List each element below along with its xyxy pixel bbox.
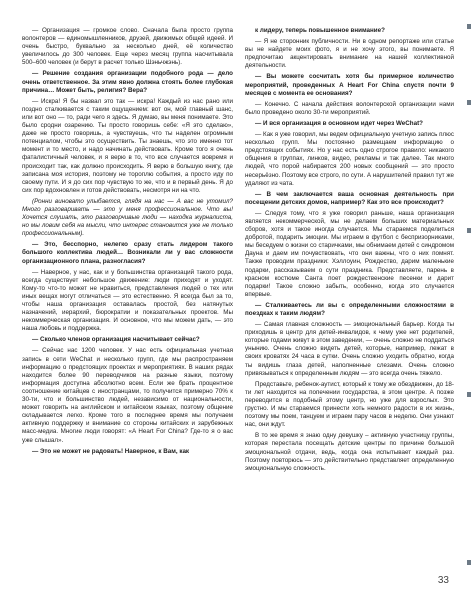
interview-answer: В то же время я знаю одну девушку – активную участницу группы, которая перестала посещать детские центры по причине большой эмоциональной отдачи, ведь, когда она испытывает каждый раз. Поэтому повторюсь — это действительно представляет определенную эмоциональную сложность. xyxy=(245,432,454,472)
interview-answer: — Следуя тому, что я уже говорил раньше, наша организация является некоммерческой, мы не делаем больших материальных сборов, хотя и такое иногда случается. Мы стараемся поделиться добротой, подарить эмоции. Мы играем в футбол с беспризорниками, мы беседуем о жизни со старичками, мы обнимаем детей с синдромом Дауна и даем им почувствовать, что они важны, что о них помнят. Также проводим праздники: Хэллоуин, Рождество, дарим маленькие подарки, рассказываем о сути праздника. Представляете, парень в красном костюме Санта поет рождественские песенки и дарит подарки! Такое сложно забыть, особенно, когда это случается впервые. xyxy=(245,209,454,298)
page-edge-marker xyxy=(467,392,471,397)
right-column xyxy=(245,27,454,476)
interview-answer: — Самая главная сложность — эмоциональный барьер. Когда ты приходишь в центр для детей-инвалидов, к чему уже нет родителей, которые годами живут в этом заведении, — очень сложно не поддаться унынию. Очень сложно видеть детей, которые, например, лежат в своих кроватях 24 часа в сутки. Очень сложно уходить обратно, когда ты видишь глаза детей, наполненные слезами. Очень сложно привязываться к определенным людям — это всегда очень тяжело. xyxy=(245,321,454,377)
interview-answer: — Искра! Я бы назвал это так — искра! Каждый из нас рано или поздно сталкивается с таким ощущением: вот он, мой главный шанс, или вот оно — то, ради чего я здесь. Я думаю, вы меня понимаете. Это было сродни озарению. Ты просто говоришь себе: «Я это сделаю», даже не просто говоришь, а чувствуешь, что ты наделен огромным потенциалом, чтобы это осуществить. Ты знаешь, что это именно тот момент и то место, и надо начинать действовать. Кроме того я очень фаталистичный человек, и я верю в то, что все случается вовремя и происходит так, как должно происходить. Я верю в большую книгу, где записана моя история, поэтому не тороплю события, а просто иду по своему пути. И я до сих пор чувствую то же, что и в первый день. Я до сих пор вдохновлен и готов действовать, несмотря ни на что. xyxy=(22,97,233,194)
interview-answer: — Конечно. С начала действия волонтерской организации нами было проведено около 30-ти мероприятий. xyxy=(245,100,454,116)
editorial-note: (Ронни виновато улыбается, глядя на нас — А вас не утомил? Много разговаривать — это у меня профессиональное. Что вы! Хочется слушать, это разговорчивые люди — находка журналиста, но мы ловим себя на мысли, что интерес становится уже не только профессиональным). xyxy=(22,197,233,238)
page-number: 33 xyxy=(437,575,449,586)
interview-question: — Это не может не радовать! Наверное, к Вам, как xyxy=(32,447,190,455)
interview-answer: — Сейчас нас 1200 человек. У нас есть официальная учетная запись в сети WeChat и несколько групп, где мы распространяем информацию о предстоящих проектах и мероприятиях. В наших рядах находится более 90 переводчиков на разные языки, поэтому информация доступна абсолютно всем. Если же брать процентное соотношение китайцев с иностранцами, то получится примерно 70% к 30-ти, что и большинство людей, независимо от национальности, может говорить на английском и китайском языках, поэтому общение складывается легко. Кроме того в последнее время мы получаем активную поддержку и внимание со стороны китайских и зарубежных масс-медиа. Многие люди говорят: «A Heart For China? Где-то я о вас уже слышал». xyxy=(22,347,233,444)
interview-answer: — Я не сторонник публичности. Ни в одном репортаже или статье вы не найдете моих фото, я и не хочу этого, вы понимаете. Я предпочитаю акцентировать внимание на нашей коллективной деятельности. xyxy=(245,38,454,70)
interview-question: — Сталкиваетесь ли вы с определенными сложностями в поездках к таким людям? xyxy=(245,301,454,317)
interview-question: к лидеру, теперь повышенное внимание? xyxy=(255,27,385,34)
interview-answer: — Организация — громкое слово. Сначала была просто группа волонтеров — единомышленников, друзей, движимых общей идеей. И очень быстро, буквально за несколько дней, её количество увеличилось до 300 человек. Еще через месяц группа насчитывала 500–600 человек (и берут в расчет только Шэньчжэнь). xyxy=(22,27,233,67)
interview-question: — И вся организация в основном идет через WeChat? xyxy=(255,119,423,127)
interview-answer: — Как я уже говорил, мы ведем официальную учетную запись плюс несколько групп. Мы постоянно размещаем информацию о предстоящих событиях. Но у нас есть одно строгое правило: никакого общения в группах, линков, видео, рекламы и так далее. Так много людей, что порой набирается 200 новых сообщений — это просто несерьёзно. Поэтому все строго, по сути. А нарушителей правил тут же удаляют из чата. xyxy=(245,131,454,187)
page-edge-marker xyxy=(467,100,471,105)
page-edge-marker xyxy=(467,228,471,233)
interview-question: — В чем заключается ваша основная деятельность при посещении детских домов, например? Как это все происходит? xyxy=(245,190,454,206)
left-column xyxy=(22,27,233,459)
page-edge-marker xyxy=(467,560,471,565)
interview-answer: Представьте, ребенок-аутист, который к тому же обездвижен, до 18-ти лет находится на попечении государства, в этом центре. А позже переводится в подобный этому центр, но уже для взрослых. Это грустно. И мы стараемся принести хоть немного радости в их жизнь, поэтому мы поем, танцуем и играем пару часов в неделю. Они узнают нас, они ждут. xyxy=(245,380,454,429)
interview-question: — Это, бесспорно, нелегко сразу стать лидером такого большого коллектива людей… Возникали ли у вас сложности организационного плана, разногласия? xyxy=(22,241,233,265)
interview-question: — Сколько членов организация насчитывает сейчас? xyxy=(32,336,200,344)
interview-question: — Вы можете сосчитать хотя бы примерное количество мероприятий, проведенных A Heart For China спустя почти 9 месяцев с момента ее основания? xyxy=(245,73,454,97)
interview-answer: — Наверное, у нас, как и у большинства организаций такого рода, всегда существует небольшое движение: люди приходят и уходят. Кому-то что-то может не нравиться, представления людей о тех или иных вещах могут отличаться — это естественно. Я всегда был за то, чтобы наша организация оставалась простой, без натянутых назначений, иерархий, бюрократии и показательных проектов. Мы некоммерческая организация. И основное, что мы можем дать, — это наша любовь и поддержка. xyxy=(22,268,233,333)
page-edge-marker xyxy=(467,24,471,29)
interview-question: — Решение создания организации подобного рода — дело очень ответственное. За этим явно должна стоять более глубокая причина… Может быть, религия? Вера? xyxy=(22,70,233,94)
